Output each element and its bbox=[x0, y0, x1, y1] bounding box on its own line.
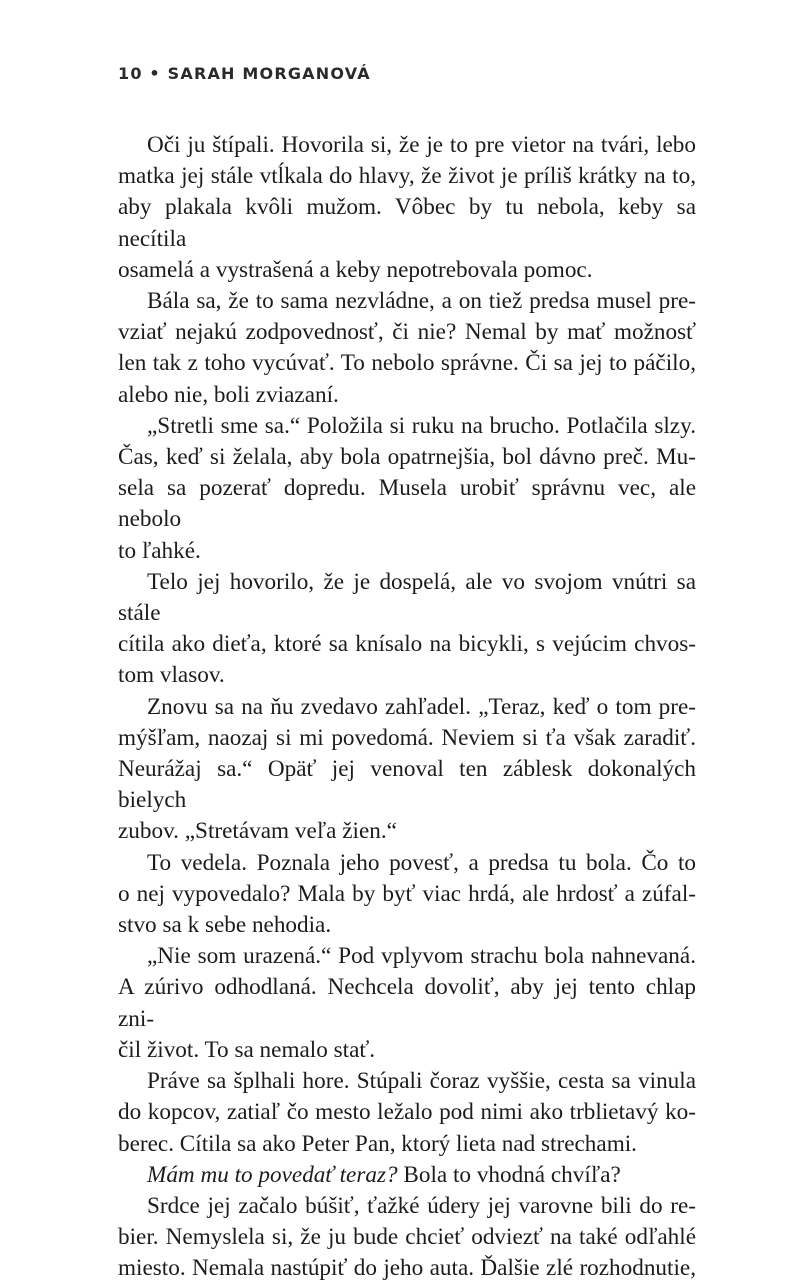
text-line: Telo jej hovorilo, že je dospelá, ale vo svojom vnútri sa stále bbox=[118, 568, 696, 627]
text-line: Srdce jej začalo búšiť, ťažké údery jej varovne bili do re- bbox=[147, 1192, 696, 1219]
paragraph bbox=[118, 941, 696, 1066]
paragraph bbox=[118, 1066, 696, 1160]
text-line: bier. Nemyslela si, že ju bude chcieť odviezť na také odľahlé bbox=[118, 1224, 696, 1251]
text-line: len tak z toho vycúvať. To nebolo správne. Či sa jej to páčilo, bbox=[118, 350, 696, 377]
text-line: miesto. Nemala nastúpiť do jeho auta. Ďalšie zlé rozhodnutie, bbox=[118, 1255, 696, 1282]
italic-thought: Mám mu to povedať teraz? bbox=[147, 1161, 398, 1188]
text-line: zubov. „Stretávam veľa žien.“ bbox=[118, 818, 397, 845]
text-line: A zúrivo odhodlaná. Nechcela dovoliť, aby jej tento chlap zni- bbox=[118, 974, 696, 1032]
text-line: do kopcov, zatiaľ čo mesto ležalo pod nimi ako trblietavý ko- bbox=[118, 1099, 696, 1126]
text-line: to ľahké. bbox=[118, 537, 201, 564]
text-line: mýšľam, naozaj si mi povedomá. Neviem si ťa však zaradiť. bbox=[118, 724, 696, 751]
text-line: berec. Cítila sa ako Peter Pan, ktorý lieta nad strechami. bbox=[118, 1130, 637, 1157]
text-line: tom vlasov. bbox=[118, 662, 225, 689]
paragraph bbox=[118, 692, 696, 848]
text-line: „Stretli sme sa.“ Položila si ruku na brucho. Potlačila slzy. bbox=[147, 412, 696, 439]
paragraph bbox=[118, 130, 696, 286]
text-line: To vedela. Poznala jeho povesť, a predsa tu bola. Čo to bbox=[147, 849, 696, 876]
text-line: Čas, keď si želala, aby bola opatrnejšia, bol dávno preč. Mu- bbox=[118, 444, 696, 471]
paragraph bbox=[118, 286, 696, 411]
body-text bbox=[118, 130, 696, 1285]
text-line: „Nie som urazená.“ Pod vplyvom strachu bola nahnevaná. bbox=[147, 943, 696, 970]
text-line: Znovu sa na ňu zvedavo zahľadel. „Teraz, keď o tom pre- bbox=[147, 693, 696, 720]
text-line: vziať nejakú zodpovednosť, či nie? Nemal by mať možnosť bbox=[118, 319, 696, 346]
text-line: o nej vypovedalo? Mala by byť viac hrdá, ale hrdosť a zúfal- bbox=[118, 880, 696, 907]
text-line bbox=[118, 1160, 696, 1191]
text-line: čil život. To sa nemalo stať. bbox=[118, 1036, 376, 1063]
text-line: Práve sa šplhali hore. Stúpali čoraz vyššie, cesta sa vinula bbox=[147, 1068, 696, 1095]
text-line: aby plakala kvôli mužom. Vôbec by tu nebola, keby sa necítila bbox=[118, 194, 696, 252]
text-line: osamelá a vystrašená a keby nepotrebovala pomoc. bbox=[118, 256, 593, 283]
running-head: 10 • SARAH MORGANOVÁ bbox=[118, 64, 371, 83]
text-line: cítila ako dieťa, ktoré sa knísalo na bicykli, s vejúcim chvos- bbox=[118, 631, 696, 658]
text-line: Oči ju štípali. Hovorila si, že je to pre vietor na tvári, lebo bbox=[147, 132, 696, 158]
text-line: matka jej stále vtĺkala do hlavy, že život je príliš krátky na to, bbox=[118, 163, 696, 190]
text-line: Neurážaj sa.“ Opäť jej venoval ten záblesk dokonalých bielych bbox=[118, 756, 696, 814]
text-line: sela sa pozerať dopredu. Musela urobiť správnu vec, ale nebolo bbox=[118, 475, 696, 533]
paragraph bbox=[118, 848, 696, 942]
text-line: stvo sa k sebe nehodia. bbox=[118, 912, 332, 939]
paragraph bbox=[118, 411, 696, 567]
paragraph bbox=[118, 1191, 696, 1285]
paragraph bbox=[118, 1160, 696, 1191]
text-run: Bola to vhodná chvíľa? bbox=[397, 1161, 621, 1188]
paragraph bbox=[118, 567, 696, 692]
text-line: alebo nie, boli zviazaní. bbox=[118, 381, 339, 408]
text-line: Bála sa, že to sama nezvládne, a on tiež predsa musel pre- bbox=[147, 288, 696, 315]
